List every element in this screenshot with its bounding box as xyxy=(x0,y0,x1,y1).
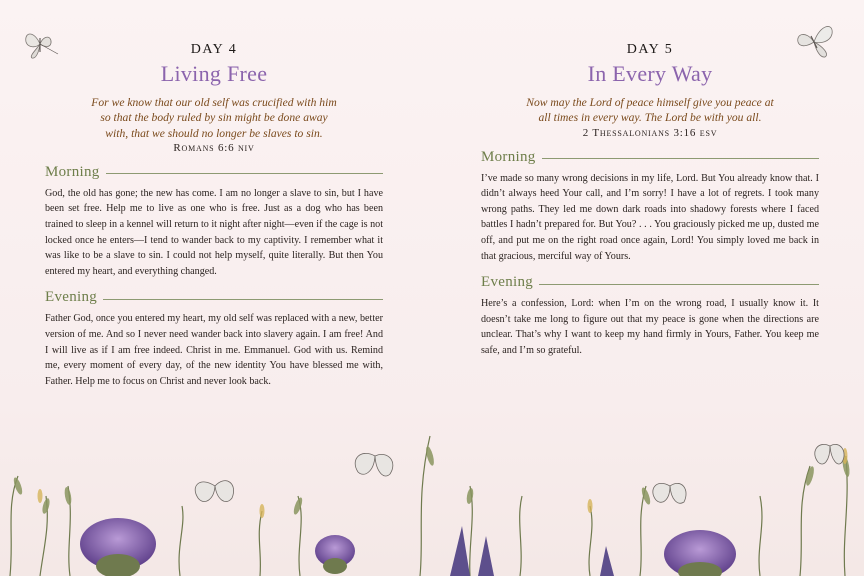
evening-label: Evening xyxy=(45,289,98,306)
verse-line: all times in every way. The Lord be with you all. xyxy=(538,111,762,125)
wheat-heads xyxy=(38,448,848,518)
evening-heading xyxy=(481,274,819,291)
day-label: DAY 5 xyxy=(626,42,674,57)
wildflower-border xyxy=(0,426,864,576)
verse-reference: Romans 6:6 niv xyxy=(173,141,255,154)
thistle-flower-icon xyxy=(80,518,736,576)
morning-text: God, the old has gone; the new has come. I am no longer a slave to sin, but I have been set free. Help me to live as one who is free. Just as a dog who has been trained to sleep in a kennel will return to it night after night—even if the cage is not locked once he enters—I tend to wander back to my captivity. I remember what it was like to be a slave to sin. I could not help myself, quite literally. But then You entered my heart, and everything changed. xyxy=(45,187,383,277)
verse-line: with, that we should no longer be slaves to sin. xyxy=(105,126,323,140)
morning-heading xyxy=(45,164,383,181)
verse-line: so that the body ruled by sin might be done away xyxy=(100,111,328,125)
heading-rule xyxy=(106,173,383,174)
evening-text: Here’s a confession, Lord: when I’m on the wrong road, I usually know it. It doesn’t take me long to figure out that my peace is gone when the directions are unclear. That’s why I want to keep my hand firmly in Yours, Father. You keep me safe, and I’m so grateful. xyxy=(481,298,819,356)
butterfly-icon xyxy=(195,444,844,503)
leaf-sprigs xyxy=(12,446,851,516)
morning-heading xyxy=(481,149,819,166)
morning-label: Morning xyxy=(481,148,536,165)
heading-rule xyxy=(542,158,819,159)
morning-text: I’ve made so many wrong decisions in my life, Lord. But You already know that. I didn’t always heed Your call, and I’m sorry! I have a lot of regrets. I took many wrong paths. They led me down dark roads into shadowy forests where I faced battles I hadn’t prepared for. But You? . . . You graciously picked me up, dusted me off, and put me on the right road once again, Lord! You simply loved me back in that gracious, merciful way of Yours. xyxy=(481,172,819,262)
evening-label: Evening xyxy=(481,274,534,291)
scripture-verse xyxy=(45,95,383,141)
day-title: Living Free xyxy=(160,61,268,86)
morning-label: Morning xyxy=(45,163,100,180)
verse-reference: 2 Thessalonians 3:16 esv xyxy=(582,126,718,139)
heading-rule xyxy=(103,299,383,300)
evening-heading xyxy=(45,289,383,306)
scripture-verse xyxy=(481,95,819,126)
day-label: DAY 4 xyxy=(190,42,238,57)
day4-column xyxy=(45,40,383,389)
day5-column xyxy=(481,40,819,359)
verse-line: For we know that our old self was crucified with him xyxy=(91,96,337,109)
evening-text: Father God, once you entered my heart, my old self was replaced with a new, better version of me. And so I never need wander back into slavery again. I am free! And I will live as if I am free indeed. Christ in me. Emmanuel. God with us. Remind me, every moment of every day, of the new identity You have blessed me with, Father. Help me to focus on Christ and never look back. xyxy=(45,313,383,387)
verse-line: Now may the Lord of peace himself give you peace at xyxy=(526,96,774,109)
heading-rule xyxy=(539,284,819,285)
day-title: In Every Way xyxy=(587,61,713,86)
